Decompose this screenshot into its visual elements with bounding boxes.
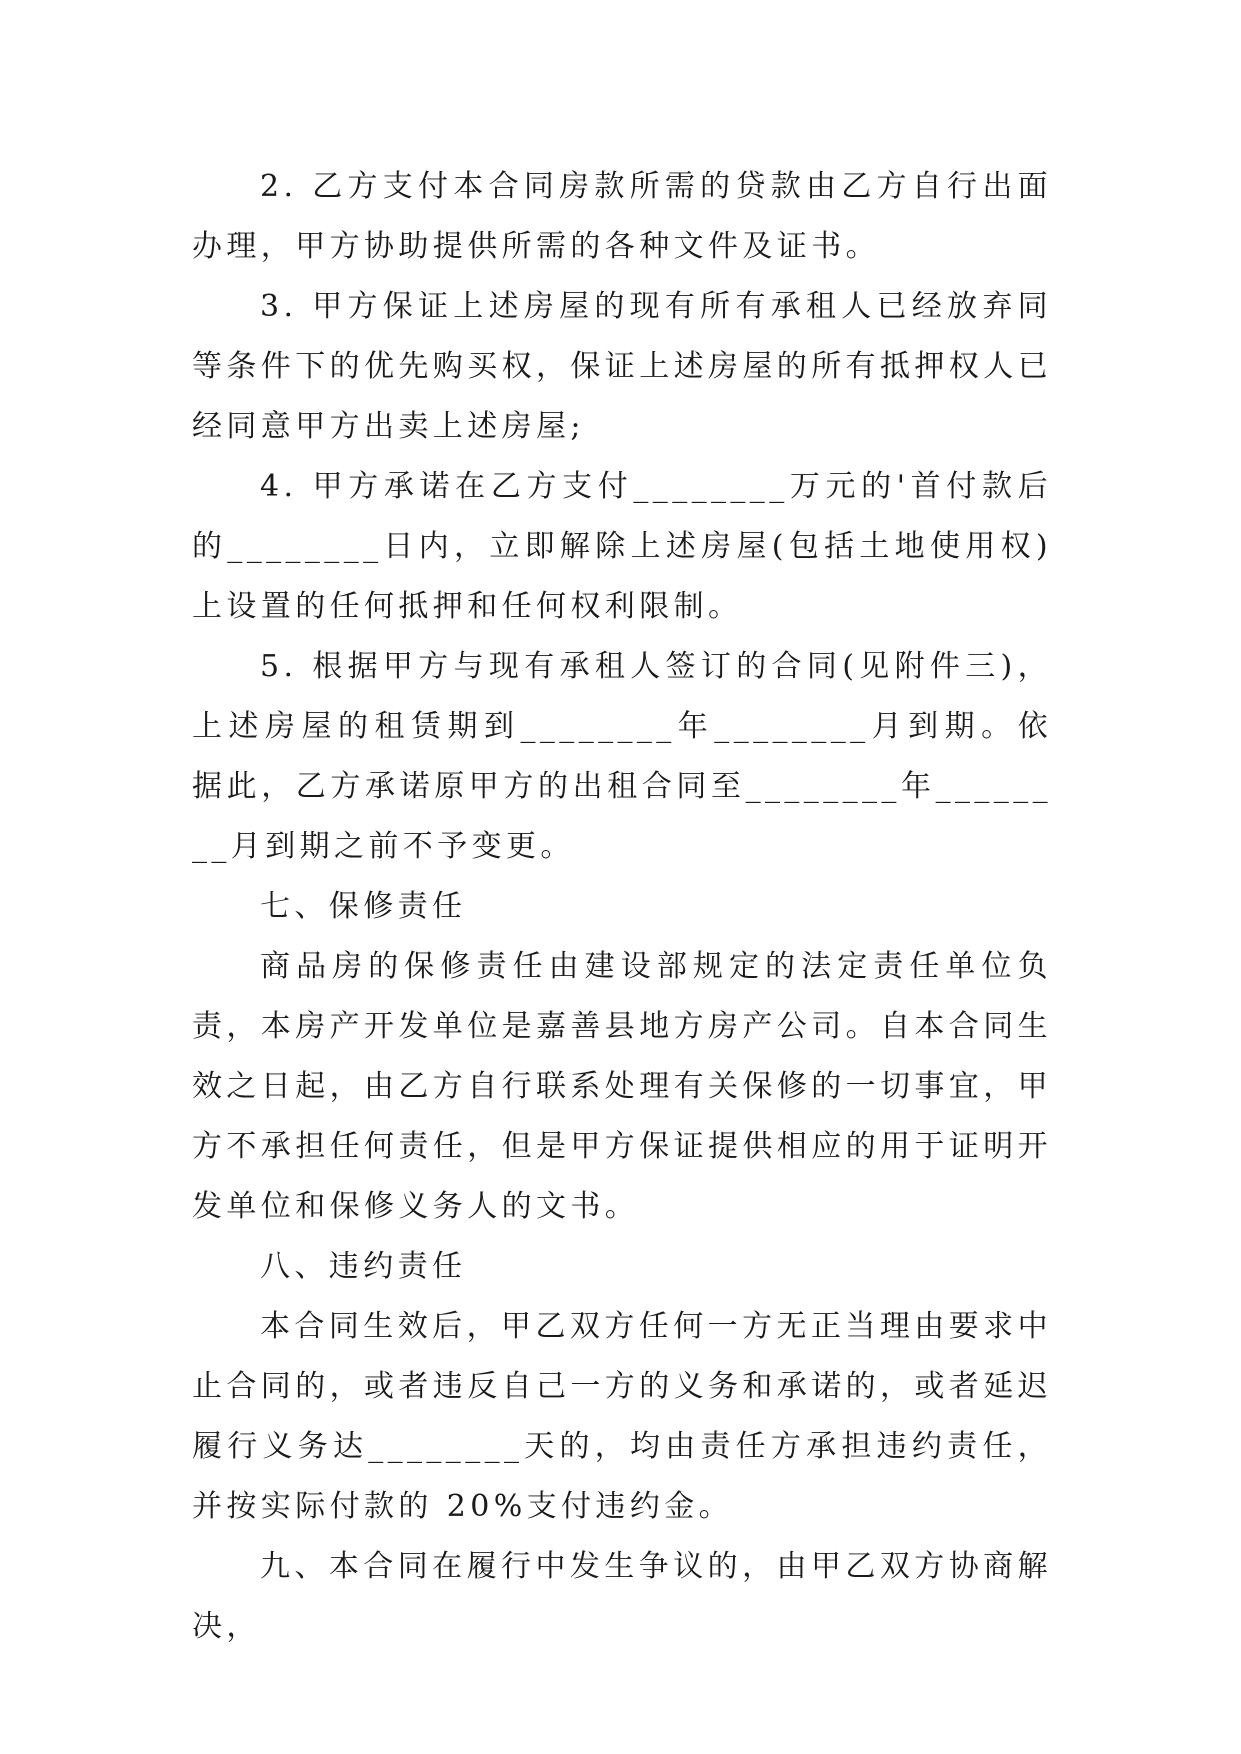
section-8-heading: 八、违约责任 <box>260 1249 467 1284</box>
section-8-body: 本合同生效后，甲乙双方任何一方无正当理由要求中止合同的，或者违反自己一方的义务和承诺的，或者延迟履行义务达________天的，均由责任方承担违约责任，并按实际付款的 20%支付违约金。 <box>192 1309 1052 1524</box>
section-7-heading: 七、保修责任 <box>260 889 467 924</box>
clause-4-release-mortgage: 4. 甲方承诺在乙方支付________万元的'首付款后的________日内，立即解除上述房屋(包括土地使用权)上设置的任何抵押和任何权利限制。 <box>192 469 1052 624</box>
section-7-body: 商品房的保修责任由建设部规定的法定责任单位负责，本房产开发单位是嘉善县地方房产公司。自本合同生效之日起，由乙方自行联系处理有关保修的一切事宜，甲方不承担任何责任，但是甲方保证提供相应的用于证明开发单位和保修义务人的文书。 <box>192 949 1052 1224</box>
section-9-body: 九、本合同在履行中发生争议的，由甲乙双方协商解决， <box>192 1549 1052 1644</box>
clause-2-loan: 2. 乙方支付本合同房款所需的贷款由乙方自行出面办理，甲方协助提供所需的各种文件及证书。 <box>192 169 1052 264</box>
clause-3-tenant-mortgage: 3. 甲方保证上述房屋的现有所有承租人已经放弃同等条件下的优先购买权，保证上述房屋的所有抵押权人已经同意甲方出卖上述房屋; <box>192 289 1052 444</box>
clause-5-lease-term: 5. 根据甲方与现有承租人签订的合同(见附件三)，上述房屋的租赁期到________年________月到期。依据此，乙方承诺原甲方的出租合同至________年________月到期之前不予变更。 <box>192 649 1052 864</box>
document-body <box>192 157 1052 1657</box>
